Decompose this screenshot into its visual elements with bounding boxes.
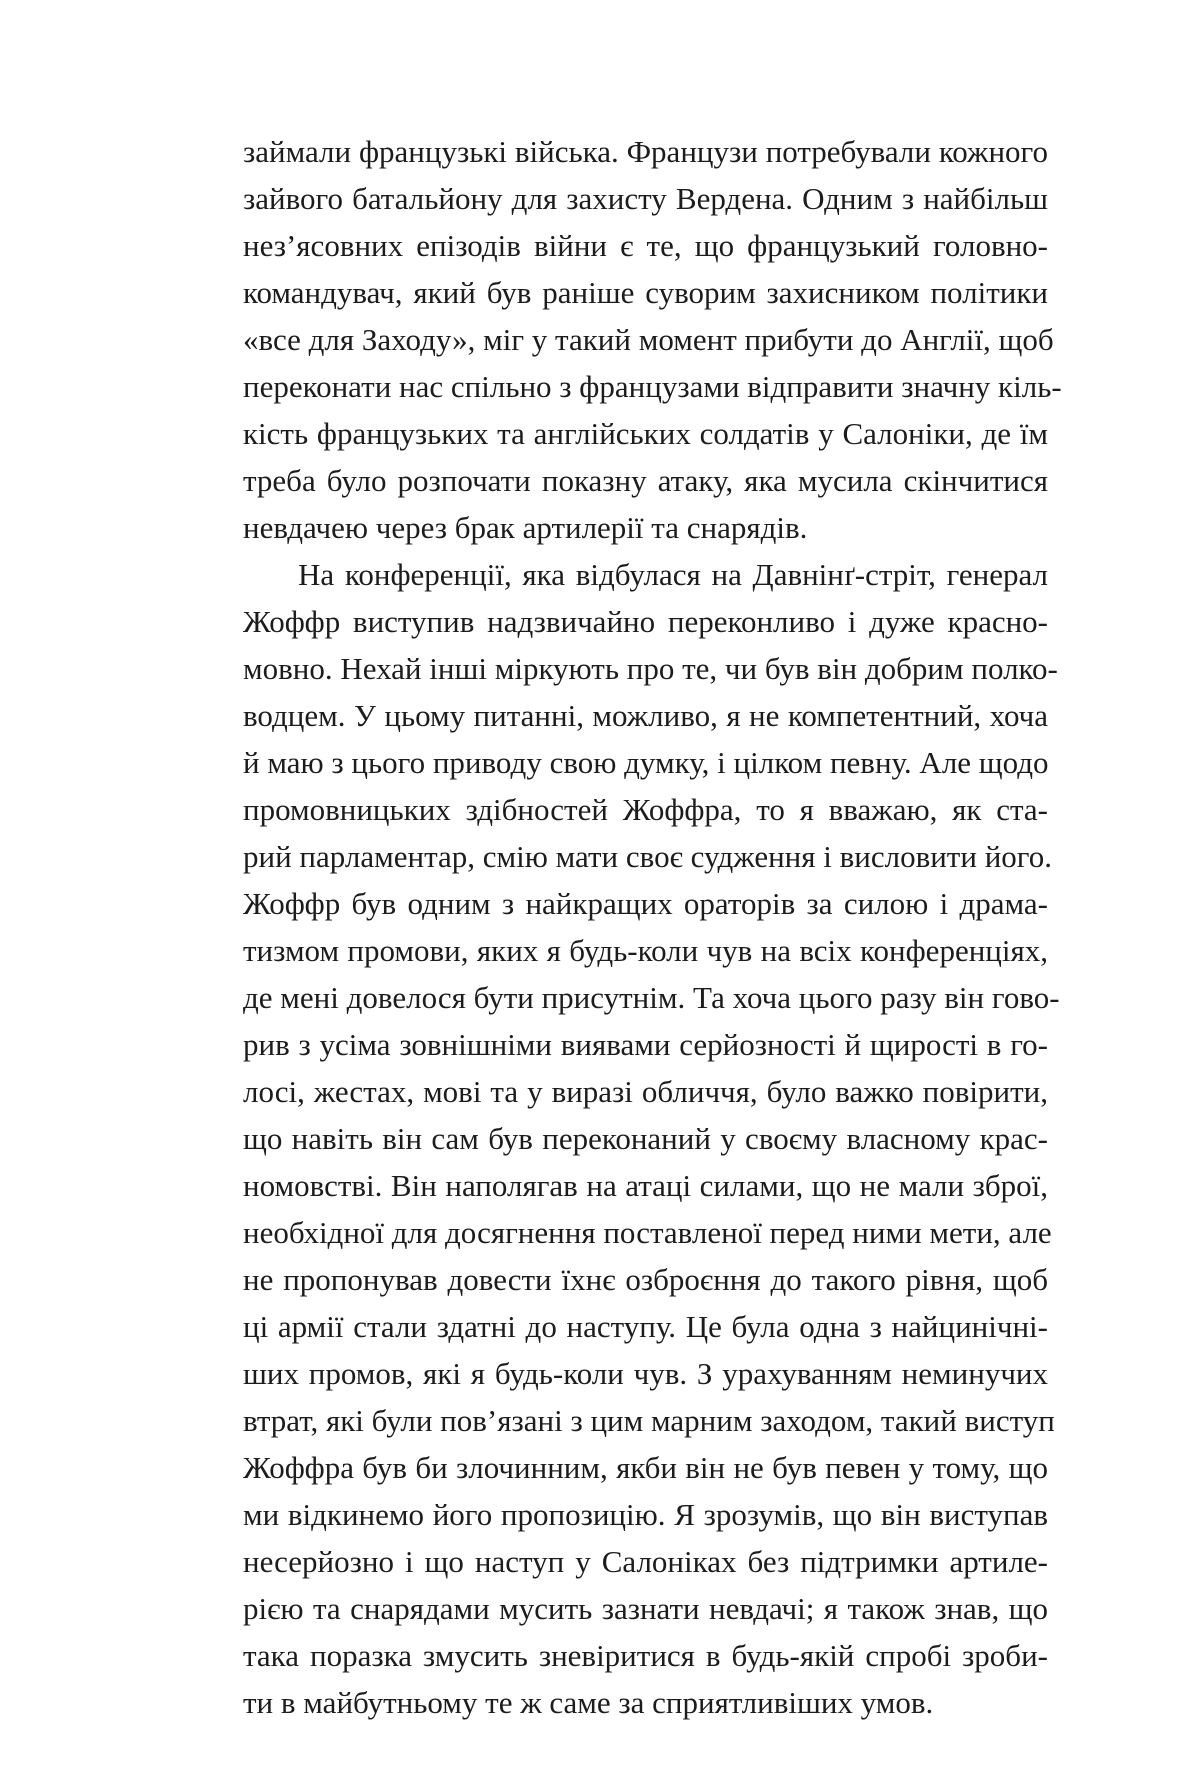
- text-line: лосі, жестах, мові та у виразі обличчя, було важко повірити,: [243, 1074, 1048, 1109]
- text-line: мовно. Нехай інші міркують про те, чи був він добрим полко-: [243, 651, 1058, 686]
- text-line: командувач, який був раніше суворим захисником політики: [243, 275, 1048, 310]
- text-line: ці армії стали здатні до наступу. Це була одна з найцинічні-: [243, 1309, 1048, 1344]
- text-line: кість французьких та англійських солдатів у Салоніки, де їм: [243, 416, 1048, 451]
- text-line: втрат, які були пов’язані з цим марним заходом, такий виступ: [243, 1403, 1055, 1438]
- text-line: невдачею через брак артилерії та снарядів.: [243, 510, 808, 545]
- text-line: рив з усіма зовнішніми виявами серйозності й щирості в го-: [243, 1027, 1048, 1062]
- text-line: несерйозно і що наступ у Салоніках без підтримки артиле-: [243, 1544, 1048, 1579]
- text-line: промовницьких здібностей Жоффра, то я вважаю, як ста-: [243, 792, 1048, 827]
- text-line: Жоффра був би злочинним, якби він не був певен у тому, що: [243, 1450, 1048, 1485]
- text-line: що навіть він сам був переконаний у своєму власному крас-: [243, 1121, 1048, 1156]
- text-line: ти в майбутньому те ж саме за сприятливіших умов.: [243, 1685, 934, 1720]
- text-line: рий парламентар, смію мати своє судження і висловити його.: [243, 839, 1052, 874]
- text-line: треба було розпочати показну атаку, яка мусила скінчитися: [243, 463, 1048, 498]
- text-line: «все для Заходу», міг у такий момент прибути до Англії, щоб: [243, 322, 1054, 357]
- text-line: не пропонував довести їхнє озброєння до такого рівня, щоб: [243, 1262, 1048, 1297]
- text-line: Жоффр виступив надзвичайно переконливо і дуже красно-: [243, 604, 1048, 639]
- text-line: необхідної для досягнення поставленої перед ними мети, але: [243, 1215, 1052, 1250]
- text-line: нез’ясовних епізодів війни є те, що французький головно-: [243, 228, 1048, 263]
- text-line: рією та снарядами мусить зазнати невдачі; я також знав, що: [243, 1591, 1048, 1626]
- text-line: тизмом промови, яких я будь-коли чув на всіх конференціях,: [243, 933, 1048, 968]
- text-line: ми відкинемо його пропозицію. Я зрозумів, що він виступав: [243, 1497, 1048, 1532]
- text-line: й маю з цього приводу свою думку, і цілком певну. Але щодо: [243, 745, 1049, 780]
- text-line: така поразка змусить зневіритися в будь-якій спробі зроби-: [243, 1638, 1048, 1673]
- text-line: водцем. У цьому питанні, можливо, я не компетентний, хоча: [243, 698, 1048, 733]
- text-line: Жоффр був одним з найкращих ораторів за силою і драма-: [243, 886, 1048, 921]
- text-line: зайвого батальйону для захисту Вердена. Одним з найбільш: [243, 181, 1048, 216]
- text-line: переконати нас спільно з французами відправити значну кіль-: [243, 369, 1062, 404]
- text-line: ших промов, які я будь-коли чув. З урахуванням неминучих: [243, 1356, 1048, 1391]
- text-line: номовстві. Він наполягав на атаці силами, що не мали зброї,: [243, 1168, 1048, 1203]
- text-line: займали французькі війська. Французи потребували кожного: [243, 134, 1048, 169]
- text-line: На конференції, яка відбулася на Давнінґ-стріт, генерал: [298, 557, 1048, 592]
- text-line: де мені довелося бути присутнім. Та хоча цього разу він гово-: [243, 980, 1060, 1015]
